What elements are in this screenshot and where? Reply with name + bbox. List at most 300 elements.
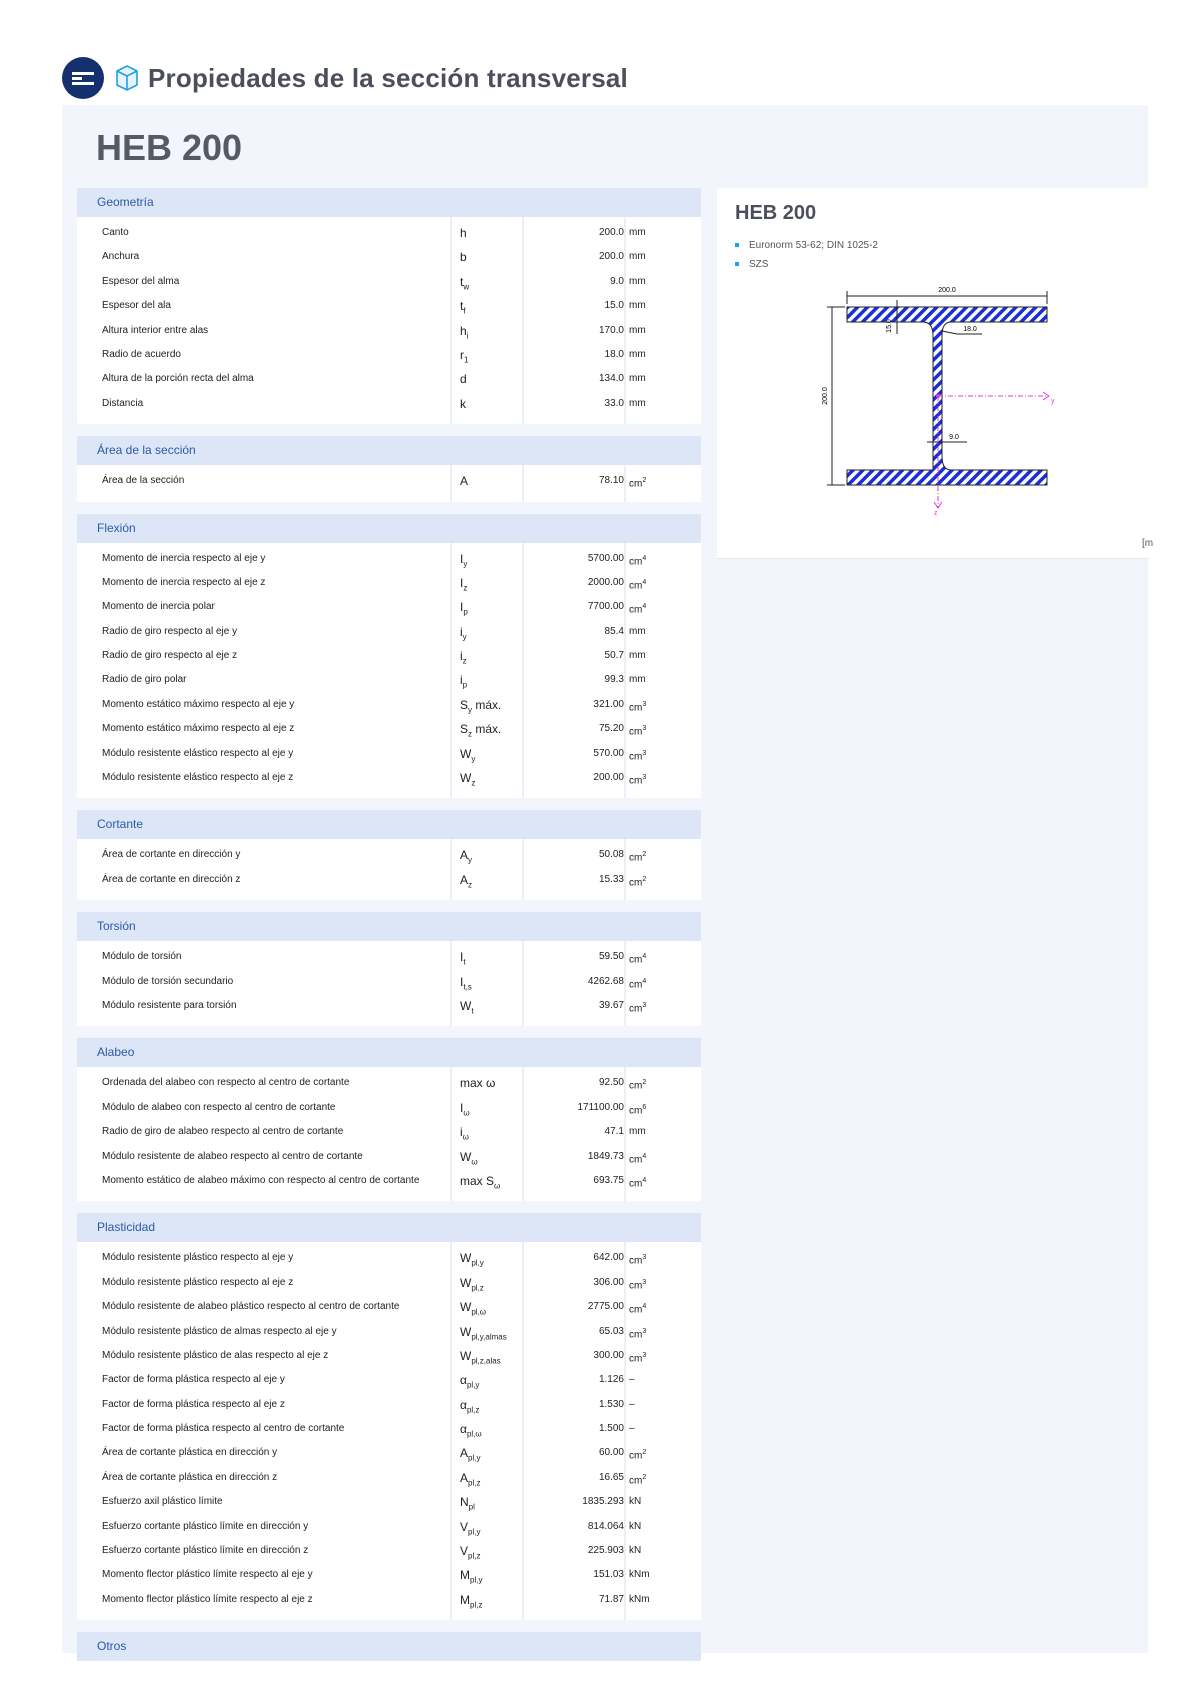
property-row	[77, 945, 701, 969]
symbol-main: W	[460, 771, 472, 786]
symbol-subscript: t	[471, 1006, 474, 1016]
property-value: 18.0	[604, 348, 624, 360]
property-value: 9.0	[610, 275, 624, 287]
property-value: 1849.73	[587, 1150, 624, 1162]
unit-exponent: 4	[642, 1152, 647, 1160]
symbol-main: max S	[460, 1173, 495, 1188]
property-row	[77, 717, 701, 741]
unit-text: cm	[629, 1003, 643, 1015]
page-header	[62, 54, 628, 102]
symbol-subscript: pl,y	[466, 1380, 480, 1390]
symbol-main: k	[460, 396, 466, 411]
symbol-main: i	[460, 624, 463, 639]
property-value: 814.064	[587, 1520, 624, 1532]
property-value: 5700.00	[587, 552, 624, 564]
symbol-main: h	[460, 323, 467, 338]
section-gap	[77, 424, 701, 436]
property-row	[77, 571, 701, 595]
property-label: Módulo resistente de alabeo plástico respecto al centro de cortante	[102, 1301, 400, 1313]
property-label: Momento de inercia polar	[102, 601, 215, 613]
unit-exponent: 3	[642, 700, 647, 708]
property-row	[77, 1071, 701, 1095]
section-header: Geometría	[77, 188, 701, 217]
section-body	[77, 941, 701, 1026]
symbol-main: b	[460, 250, 467, 265]
symbol-main: A	[460, 474, 469, 489]
section-name-heading: HEB 200	[96, 127, 243, 168]
symbol-subscript: pl,y,almas	[471, 1331, 507, 1341]
property-label: Altura interior entre alas	[102, 324, 209, 336]
property-row	[77, 868, 701, 892]
symbol-subscript: ω	[462, 1132, 469, 1142]
y-axis-label: y	[1051, 398, 1055, 405]
property-label: Módulo resistente plástico de almas respecto al eje y	[102, 1325, 337, 1337]
unit-text: cm	[629, 1255, 643, 1267]
property-row	[77, 1393, 701, 1417]
symbol-subscript: z	[463, 583, 468, 593]
symbol-main: r	[460, 347, 464, 362]
property-row	[77, 1588, 701, 1612]
symbol-subscript: ω	[494, 1181, 501, 1191]
centroid-marker	[936, 394, 940, 398]
property-label: Momento de inercia respecto al eje y	[102, 552, 266, 564]
symbol-subscript: pl,y	[471, 1258, 484, 1268]
page-title: Propiedades de la sección transversal	[148, 62, 628, 93]
section-header: Otros	[77, 1632, 701, 1661]
property-value: 4262.68	[587, 975, 624, 987]
property-label: Módulo de torsión	[102, 951, 182, 963]
symbol-main: M	[460, 1568, 470, 1583]
symbol-main: V	[460, 1519, 469, 1534]
unit-text: cm	[629, 726, 643, 738]
property-row	[77, 1169, 701, 1193]
symbol-main: t	[460, 299, 464, 314]
unit-text: kN	[629, 1520, 642, 1532]
property-row	[77, 742, 701, 766]
property-row	[77, 1515, 701, 1539]
symbol-subscript: pl	[468, 1502, 475, 1512]
property-row	[77, 1368, 701, 1392]
symbol-subscript: 1	[464, 355, 469, 365]
property-value: 15.33	[598, 873, 624, 885]
property-value: 200.00	[593, 772, 624, 784]
property-row	[77, 1295, 701, 1319]
unit-exponent: 2	[642, 851, 647, 859]
property-row	[77, 245, 701, 269]
property-value: 300.00	[593, 1349, 624, 1361]
unit-text: cm	[629, 604, 643, 616]
unit-text: cm	[629, 1153, 643, 1165]
property-row	[77, 595, 701, 619]
property-label: Ordenada del alabeo con respecto al centro de cortante	[102, 1077, 350, 1089]
symbol-main: W	[460, 1324, 472, 1339]
symbol-main: S	[460, 722, 469, 737]
unit-text: mm	[629, 275, 646, 287]
section-body	[77, 543, 701, 799]
symbol-main: α	[460, 1373, 467, 1388]
unit-exponent: 4	[642, 554, 647, 562]
section-header: Área de la sección	[77, 436, 701, 465]
property-unit	[629, 994, 679, 1022]
section-body	[77, 217, 701, 424]
property-value: 7700.00	[587, 601, 624, 613]
property-row	[77, 843, 701, 867]
height-dim-label: 200.0	[822, 387, 829, 405]
property-value: 642.00	[593, 1252, 624, 1264]
property-value: 321.00	[593, 698, 624, 710]
property-value: 200.0	[598, 227, 624, 238]
unit-text: cm	[629, 1353, 643, 1365]
section-gap	[77, 1620, 701, 1632]
property-row	[77, 343, 701, 367]
property-unit	[629, 270, 679, 294]
property-symbol	[460, 392, 530, 416]
property-label: Canto	[102, 227, 129, 238]
property-value: 200.0	[598, 251, 624, 263]
section-header: Torsión	[77, 912, 701, 941]
symbol-suffix: máx.	[472, 722, 502, 737]
section-header: Cortante	[77, 810, 701, 839]
symbol-main: M	[460, 1592, 470, 1607]
symbol-main: α	[460, 1397, 467, 1412]
unit-exponent: 4	[642, 1303, 647, 1311]
property-value: 60.00	[598, 1447, 624, 1459]
symbol-subscript: w	[463, 282, 470, 292]
symbol-main: A	[460, 1446, 469, 1461]
property-row	[77, 221, 701, 245]
unit-text: cm	[629, 877, 643, 889]
property-symbol	[460, 245, 530, 269]
property-label: Módulo resistente plástico respecto al eje z	[102, 1276, 294, 1288]
property-unit	[629, 245, 679, 269]
symbol-subscript: pl,y	[470, 1575, 483, 1585]
property-label: Momento flector plástico límite respecto al eje y	[102, 1569, 313, 1581]
section-gap	[77, 900, 701, 912]
property-row	[77, 270, 701, 294]
property-row	[77, 1539, 701, 1563]
unit-text: kN	[629, 1545, 642, 1557]
section-body	[77, 1067, 701, 1201]
symbol-main: h	[460, 226, 467, 240]
property-value: 78.10	[598, 475, 624, 487]
property-unit	[629, 367, 679, 391]
symbol-main: V	[460, 1544, 469, 1559]
symbol-subscript: pl,z,alas	[471, 1356, 501, 1366]
unit-text: mm	[629, 373, 646, 385]
property-unit	[629, 1539, 679, 1563]
property-label: Factor de forma plástica respecto al centro de cortante	[102, 1423, 345, 1435]
unit-text: mm	[629, 1126, 646, 1138]
property-value: 99.3	[604, 674, 624, 686]
symbol-main: max ω	[460, 1076, 496, 1091]
property-label: Área de cortante plástica en dirección z	[102, 1471, 278, 1483]
section-gap	[77, 1026, 701, 1038]
property-row	[77, 547, 701, 571]
property-row	[77, 1344, 701, 1368]
symbol-main: W	[460, 746, 472, 761]
unit-exponent: 2	[642, 477, 647, 485]
logo	[62, 57, 104, 99]
unit-text: cm	[629, 775, 643, 787]
section-header: Plasticidad	[77, 1213, 701, 1242]
symbol-subscript: pl,y	[468, 1527, 481, 1537]
property-row	[77, 319, 701, 343]
symbol-main: i	[460, 673, 463, 688]
property-label: Módulo resistente para torsión	[102, 999, 237, 1011]
unit-text: –	[629, 1398, 635, 1410]
symbol-main: α	[460, 1422, 467, 1437]
unit-exponent: 2	[642, 875, 647, 883]
unit-text: cm	[629, 1105, 643, 1117]
property-value: 33.0	[604, 397, 624, 409]
symbol-subscript: ω	[463, 1108, 470, 1118]
unit-exponent: 4	[642, 603, 647, 611]
property-row	[77, 970, 701, 994]
unit-exponent: 3	[642, 749, 647, 757]
property-symbol	[460, 221, 530, 245]
symbol-subscript: pl,z	[470, 1600, 483, 1610]
property-value: 1835.293	[582, 1496, 624, 1508]
property-label: Anchura	[102, 251, 140, 263]
property-value: 50.7	[604, 650, 624, 662]
property-unit	[629, 1393, 679, 1417]
unit-text: cm	[629, 1080, 643, 1092]
section-body	[77, 1242, 701, 1620]
unit-exponent: 3	[642, 774, 647, 782]
unit-text: cm	[629, 852, 643, 864]
unit-text: mm	[629, 324, 646, 336]
property-row	[77, 1120, 701, 1144]
property-symbol	[460, 994, 530, 1024]
property-value: 1.530	[598, 1398, 624, 1410]
source-item: Euronorm 53-62; DIN 1025-2	[735, 236, 878, 255]
unit-text: cm	[629, 750, 643, 762]
property-row	[77, 1246, 701, 1270]
property-label: Módulo resistente plástico de alas respecto al eje z	[102, 1349, 329, 1361]
symbol-main: A	[460, 872, 469, 887]
property-value: 50.08	[598, 849, 624, 861]
symbol-subscript: z	[462, 656, 467, 666]
property-label: Momento de inercia respecto al eje z	[102, 576, 266, 588]
property-unit	[629, 1169, 679, 1197]
source-item: SZS	[735, 255, 878, 274]
property-value: 71.87	[598, 1593, 624, 1605]
unit-text: cm	[629, 1450, 643, 1462]
section-body	[77, 839, 701, 900]
property-value: 2000.00	[587, 576, 624, 588]
unit-text: mm	[629, 625, 646, 637]
property-label: Radio de giro polar	[102, 674, 187, 686]
property-row	[77, 693, 701, 717]
property-value: 65.03	[598, 1325, 624, 1337]
unit-exponent: 3	[642, 1001, 647, 1009]
property-unit	[629, 1588, 679, 1612]
property-value: 171100.00	[577, 1101, 624, 1113]
unit-text: cm	[629, 580, 643, 592]
source-list	[735, 236, 878, 274]
symbol-main: S	[460, 697, 469, 712]
unit-text: cm	[629, 702, 643, 714]
symbol-main: I	[460, 575, 464, 590]
property-unit	[629, 868, 679, 896]
symbol-main: A	[460, 848, 469, 863]
symbol-main: I	[460, 600, 464, 615]
property-unit	[629, 1120, 679, 1144]
radius-dim-label: 18.0	[963, 326, 977, 333]
section-body	[77, 465, 701, 501]
property-row	[77, 766, 701, 790]
property-label: Radio de giro de alabeo respecto al centro de cortante	[102, 1126, 344, 1138]
unit-text: cm	[629, 1304, 643, 1316]
unit-exponent: 2	[642, 1449, 647, 1457]
unit-text: kNm	[629, 1593, 650, 1605]
property-value: 306.00	[593, 1276, 624, 1288]
unit-text: mm	[629, 397, 646, 409]
property-row	[77, 1145, 701, 1169]
symbol-main: I	[460, 950, 464, 965]
unit-exponent: 4	[642, 1176, 647, 1184]
unit-text: mm	[629, 674, 646, 686]
symbol-subscript: i	[466, 330, 469, 340]
property-value: 16.65	[598, 1471, 624, 1483]
section-gap	[77, 1201, 701, 1213]
property-row	[77, 1563, 701, 1587]
section-cube-icon	[114, 64, 140, 92]
unit-text: kNm	[629, 1569, 650, 1581]
symbol-subscript: y	[468, 855, 473, 865]
property-unit	[629, 294, 679, 318]
property-value: 570.00	[593, 747, 624, 759]
property-unit	[629, 1515, 679, 1539]
section-preview-card	[717, 188, 1154, 559]
property-value: 693.75	[593, 1174, 624, 1186]
property-unit	[629, 343, 679, 367]
symbol-subscript: pl,z	[466, 1405, 480, 1415]
property-value: 15.0	[604, 300, 624, 312]
property-value: 1.126	[598, 1374, 624, 1386]
unit-exponent: 2	[642, 1473, 647, 1481]
property-row	[77, 1096, 701, 1120]
symbol-main: I	[460, 974, 464, 989]
property-unit	[629, 620, 679, 644]
unit-text: cm	[629, 1328, 643, 1340]
property-unit	[629, 1490, 679, 1514]
property-unit	[629, 766, 679, 794]
symbol-main: N	[460, 1495, 469, 1510]
property-symbol	[460, 1071, 530, 1095]
symbol-subscript: pl,ω	[466, 1429, 482, 1439]
symbol-main: t	[460, 274, 464, 289]
unit-text: cm	[629, 1280, 643, 1292]
symbol-main: i	[460, 649, 463, 664]
property-label: Módulo de alabeo con respecto al centro de cortante	[102, 1101, 336, 1113]
property-label: Momento estático máximo respecto al eje z	[102, 723, 295, 735]
unit-text: –	[629, 1423, 635, 1435]
symbol-subscript: pl,z	[468, 1551, 481, 1561]
unit-exponent: 3	[642, 1327, 647, 1335]
unit-exponent: 2	[642, 1079, 647, 1087]
property-label: Espesor del ala	[102, 300, 171, 312]
units-label: [m	[1142, 538, 1154, 549]
logo-mark-icon	[72, 71, 94, 85]
symbol-subscript: pl,z	[468, 1478, 481, 1488]
property-label: Radio de giro respecto al eje y	[102, 625, 238, 637]
property-value: 134.0	[598, 373, 624, 385]
symbol-subscript: ω	[471, 1156, 478, 1166]
property-label: Espesor del alma	[102, 275, 180, 287]
property-label: Esfuerzo axil plástico límite	[102, 1496, 223, 1508]
bullet-icon	[735, 262, 739, 266]
symbol-suffix: máx.	[472, 697, 502, 712]
property-label: Módulo resistente plástico respecto al eje y	[102, 1252, 294, 1264]
property-unit	[629, 1417, 679, 1441]
symbol-main: A	[460, 1470, 469, 1485]
property-value: 75.20	[598, 723, 624, 735]
property-label: Área de cortante plástica en dirección y	[102, 1447, 278, 1459]
symbol-subscript: pl,ω	[471, 1307, 487, 1317]
property-row	[77, 620, 701, 644]
property-unit	[629, 469, 679, 497]
property-value: 151.03	[593, 1569, 624, 1581]
property-label: Momento estático máximo respecto al eje y	[102, 698, 295, 710]
unit-text: cm	[629, 978, 643, 990]
symbol-main: W	[460, 998, 472, 1013]
property-value: 85.4	[604, 625, 624, 637]
property-symbol	[460, 469, 530, 493]
unit-text: –	[629, 1374, 635, 1386]
property-unit	[629, 1563, 679, 1587]
web-dim-label: 9.0	[949, 434, 959, 441]
property-value: 92.50	[598, 1077, 624, 1089]
symbol-subscript: t,s	[463, 981, 472, 991]
unit-text: cm	[629, 555, 643, 567]
unit-text: cm	[629, 954, 643, 966]
property-value: 1.500	[598, 1423, 624, 1435]
symbol-subscript: p	[462, 680, 468, 690]
flange-dim-label: 15.0	[886, 319, 893, 333]
property-symbol	[460, 868, 530, 898]
symbol-subscript: pl,z	[471, 1283, 484, 1293]
property-row	[77, 1466, 701, 1490]
unit-exponent: 3	[642, 1351, 647, 1359]
property-unit	[629, 1368, 679, 1392]
property-label: Radio de giro respecto al eje z	[102, 650, 238, 662]
property-label: Área de la sección	[102, 475, 185, 487]
property-row	[77, 1417, 701, 1441]
property-value: 59.50	[598, 951, 624, 963]
symbol-main: W	[460, 1275, 472, 1290]
unit-text: cm	[629, 1475, 643, 1487]
property-label: Módulo resistente de alabeo respecto al centro de cortante	[102, 1150, 363, 1162]
property-value: 170.0	[598, 324, 624, 336]
symbol-subscript: y	[471, 754, 476, 764]
property-unit	[629, 668, 679, 692]
symbol-subscript: z	[468, 880, 473, 890]
symbol-main: I	[460, 1100, 464, 1115]
symbol-main: d	[460, 372, 467, 387]
unit-exponent: 4	[642, 578, 647, 586]
property-unit	[629, 392, 679, 416]
unit-text: cm	[629, 1178, 643, 1190]
symbol-subscript: pl,y	[468, 1453, 481, 1463]
symbol-subscript: z	[471, 778, 476, 788]
symbol-main: W	[460, 1149, 472, 1164]
symbol-subscript: f	[463, 306, 466, 316]
unit-exponent: 4	[642, 953, 647, 961]
property-symbol	[460, 1588, 530, 1618]
symbol-subscript: t	[463, 957, 466, 967]
property-label: Factor de forma plástica respecto al eje z	[102, 1398, 285, 1410]
